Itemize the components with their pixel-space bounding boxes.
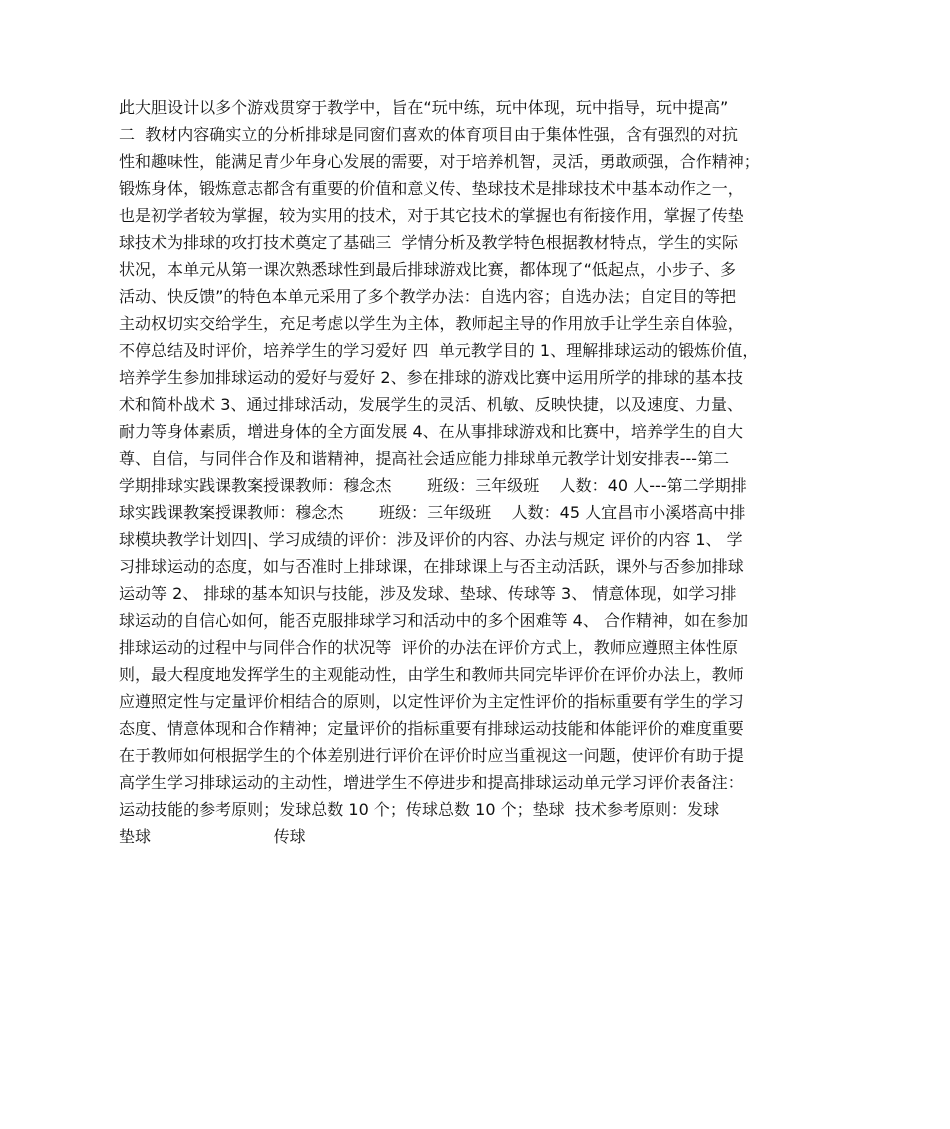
text-line: 球模块教学计划四|、学习成绩的评价：涉及评价的内容、办法与规定 评价的内容 1、 学 bbox=[119, 530, 743, 549]
text-line: 则，最大程度地发挥学生的主观能动性，由学生和教师共同完毕评价在评价办法上，教师 bbox=[119, 665, 744, 684]
text-line: 运动技能的参考原则；发球总数 10 个；传球总数 10 个；垫球 技术参考原则：发球 bbox=[119, 800, 720, 819]
text-line: 尊、自信，与同伴合作及和谐精神，提高社会适应能力排球单元教学计划安排表---第二 bbox=[119, 449, 730, 468]
document-body bbox=[119, 94, 839, 850]
text-line: 在于教师如何根据学生的个体差别进行评价在评价时应当重视这一问题，使评价有助于提 bbox=[119, 746, 744, 765]
text-line: 球实践课教案授课教师：穆念杰 班级：三年级班 人数：45 人宜昌市小溪塔高中排 bbox=[119, 503, 746, 522]
text-line: 运动等 2、 排球的基本知识与技能，涉及发球、垫球、传球等 3、 情意体现，如学习排 bbox=[119, 584, 737, 603]
text-line: 状况，本单元从第一课次熟悉球性到最后排球游戏比赛，都体现了“低起点，小步子、多 bbox=[119, 260, 737, 279]
text-line: 应遵照定性与定量评价相结合的原则，以定性评价为主定性评价的指标重要有学生的学习 bbox=[119, 692, 744, 711]
text-line: 学期排球实践课教案授课教师：穆念杰 班级：三年级班 人数：40 人---第二学期排 bbox=[119, 476, 747, 495]
text-line: 球技术为排球的攻打技术奠定了基础三 学情分析及教学特色根据教材特点，学生的实际 bbox=[119, 233, 738, 252]
text-line: 也是初学者较为掌握，较为实用的技术，对于其它技术的掌握也有衔接作用，掌握了传垫 bbox=[119, 206, 744, 225]
text-line: 习排球运动的态度，如与否准时上排球课，在排球课上与否主动活跃，课外与否参加排球 bbox=[119, 557, 744, 576]
text-line: 二 教材内容确实立的分析排球是同窗们喜欢的体育项目由于集体性强，含有强烈的对抗 bbox=[119, 125, 738, 144]
text-line: 球运动的自信心如何，能否克服排球学习和活动中的多个困难等 4、 合作精神，如在参加 bbox=[119, 611, 749, 630]
text-line: 此大胆设计以多个游戏贯穿于教学中，旨在“玩中练，玩中体现，玩中指导，玩中提高” bbox=[119, 98, 729, 117]
text-line: 态度、情意体现和合作精神；定量评价的指标重要有排球运动技能和体能评价的难度重要 bbox=[119, 719, 744, 738]
text-line: 垫球 传球 bbox=[119, 827, 306, 846]
text-line: 耐力等身体素质，增进身体的全方面发展 4、在从事排球游戏和比赛中，培养学生的自大 bbox=[119, 422, 744, 441]
text-line: 不停总结及时评价，培养学生的学习爱好 四 单元教学目的 1、理解排球运动的锻炼价值， bbox=[119, 341, 759, 360]
text-line: 性和趣味性，能满足青少年身心发展的需要，对于培养机智，灵活，勇敢顽强，合作精神； bbox=[119, 152, 760, 171]
text-line: 培养学生参加排球运动的爱好与爱好 2、参在排球的游戏比赛中运用所学的排球的基本技 bbox=[119, 368, 744, 387]
text-line: 高学生学习排球运动的主动性，增进学生不停进步和提高排球运动单元学习评价表备注： bbox=[119, 773, 744, 792]
text-line: 主动权切实交给学生，充足考虑以学生为主体，教师起主导的作用放手让学生亲自体验， bbox=[119, 314, 744, 333]
text-line: 锻炼身体，锻炼意志都含有重要的价值和意义传、垫球技术是排球技术中基本动作之一， bbox=[119, 179, 744, 198]
text-line: 术和简朴战术 3、通过排球活动，发展学生的灵活、机敏、反映快捷，以及速度、力量、 bbox=[119, 395, 744, 414]
text-line: 活动、快反馈”的特色本单元采用了多个教学办法：自选内容；自选办法；自定目的等把 bbox=[119, 287, 737, 306]
text-line: 排球运动的过程中与同伴合作的状况等 评价的办法在评价方式上，教师应遵照主体性原 bbox=[119, 638, 738, 657]
